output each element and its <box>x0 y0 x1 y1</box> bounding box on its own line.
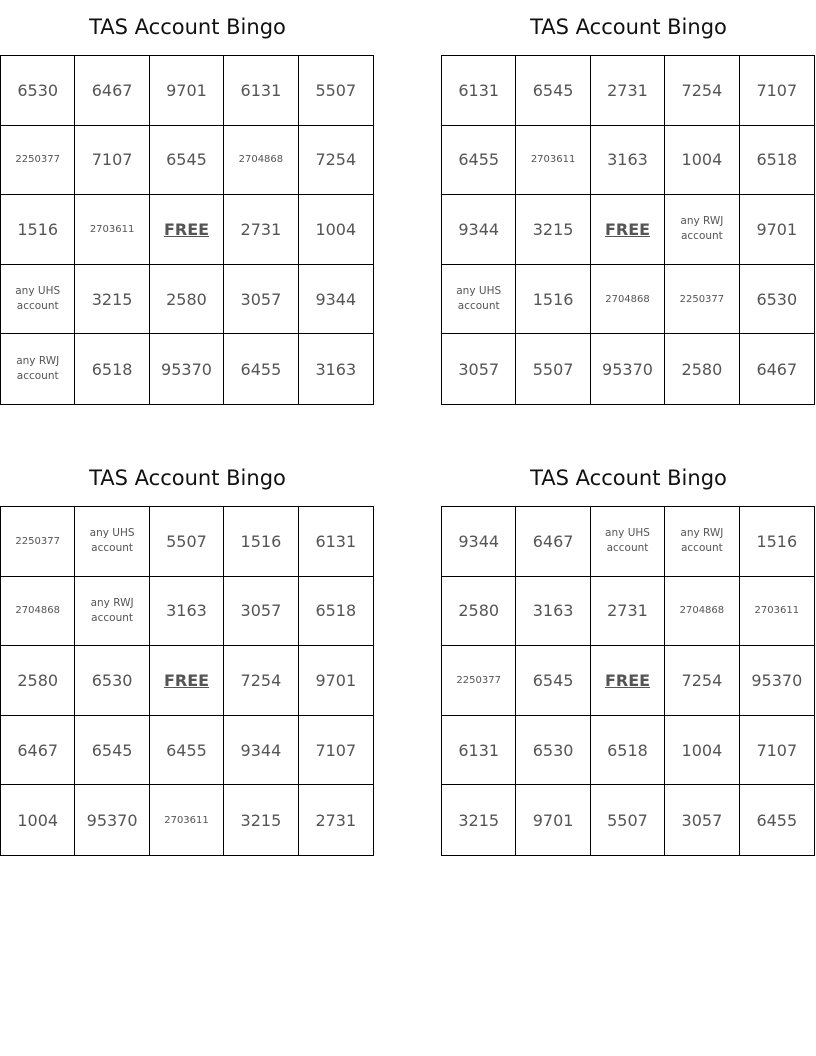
bingo-cell: 7254 <box>665 646 739 716</box>
bingo-cell: 2250377 <box>1 126 75 196</box>
bingo-cell: 2704868 <box>224 126 298 196</box>
bingo-cell: any RWJ account <box>75 577 149 647</box>
bingo-cell: 6518 <box>75 334 149 404</box>
bingo-cell: 1004 <box>665 716 739 786</box>
bingo-cell: 9344 <box>299 265 373 335</box>
bingo-cell: 6545 <box>150 126 224 196</box>
bingo-cell: 1004 <box>1 785 75 855</box>
bingo-cell: any RWJ account <box>665 195 739 265</box>
bingo-cell: 3163 <box>315 359 357 379</box>
free-space-cell: FREE <box>150 195 224 265</box>
bingo-cell: 5507 <box>299 56 373 126</box>
bingo-cell: 2731 <box>591 56 665 126</box>
bingo-cell: 7254 <box>665 56 739 126</box>
bingo-cell: 2250377 <box>1 507 75 577</box>
bingo-cell: 6455 <box>756 810 798 830</box>
bingo-cell: 6455 <box>442 126 516 196</box>
bingo-cell: 2731 <box>315 810 357 830</box>
bingo-cell: 7107 <box>740 56 814 126</box>
bingo-cell: 2580 <box>150 265 224 335</box>
bingo-cell: 6131 <box>299 507 373 577</box>
bingo-cell: 2704868 <box>665 577 739 647</box>
bingo-cell: 6545 <box>516 56 590 126</box>
bingo-cell: 2250377 <box>665 265 739 335</box>
bingo-cell: 9701 <box>299 646 373 716</box>
card-title: TAS Account Bingo <box>89 466 286 490</box>
bingo-cell: 6467 <box>516 507 590 577</box>
bingo-cell: 3057 <box>442 334 516 404</box>
bingo-cell: 2704868 <box>591 265 665 335</box>
bingo-cell: any UHS account <box>75 507 149 577</box>
bingo-cell: 2731 <box>591 577 665 647</box>
bingo-cell: 9344 <box>224 716 298 786</box>
bingo-cell: 2703611 <box>516 126 590 196</box>
bingo-cell: 2580 <box>442 577 516 647</box>
bingo-cell: 2704868 <box>1 577 75 647</box>
bingo-cell: 1004 <box>665 126 739 196</box>
bingo-cell: 1516 <box>224 507 298 577</box>
bingo-cell: 3163 <box>591 126 665 196</box>
bingo-cell: 9701 <box>740 195 814 265</box>
bingo-cell: 6530 <box>1 56 75 126</box>
bingo-cell: 9344 <box>442 195 516 265</box>
card-title: TAS Account Bingo <box>530 466 727 490</box>
bingo-cell: 7254 <box>224 646 298 716</box>
free-space-cell: FREE <box>150 646 224 716</box>
bingo-cell: 3057 <box>224 265 298 335</box>
bingo-cell: 6131 <box>442 56 516 126</box>
bingo-cell: 1004 <box>299 195 373 265</box>
bingo-cell: 2703611 <box>75 195 149 265</box>
bingo-cell: 6530 <box>75 646 149 716</box>
bingo-cell: 6530 <box>740 265 814 335</box>
bingo-cell: 3215 <box>75 265 149 335</box>
bingo-cell: 6131 <box>442 716 516 786</box>
free-space-cell: FREE <box>591 646 665 716</box>
bingo-cell: 7254 <box>299 126 373 196</box>
bingo-cell: 6131 <box>224 56 298 126</box>
bingo-grid <box>0 55 374 405</box>
card-title: TAS Account Bingo <box>89 15 286 39</box>
bingo-grid <box>441 55 815 405</box>
bingo-cell: 6455 <box>224 334 298 404</box>
bingo-grid <box>441 506 815 856</box>
bingo-cell: 7107 <box>299 716 373 786</box>
bingo-cell: 9701 <box>150 56 224 126</box>
bingo-cell: 6545 <box>75 716 149 786</box>
bingo-cell: 6518 <box>299 577 373 647</box>
bingo-cell: 3215 <box>224 785 298 855</box>
bingo-cell: any RWJ account <box>665 507 739 577</box>
bingo-cell: 6467 <box>1 716 75 786</box>
bingo-cell: 95370 <box>591 334 665 404</box>
bingo-cell: 5507 <box>150 507 224 577</box>
bingo-cell: 95370 <box>740 646 814 716</box>
bingo-cell: 1516 <box>1 195 75 265</box>
bingo-cell: 2580 <box>1 646 75 716</box>
bingo-cell: 7107 <box>75 126 149 196</box>
free-space-cell: FREE <box>591 195 665 265</box>
bingo-cell: 5507 <box>591 785 665 855</box>
bingo-cell: any UHS account <box>591 507 665 577</box>
bingo-cell: 9344 <box>442 507 516 577</box>
bingo-cell: 1516 <box>740 507 814 577</box>
bingo-cell: 5507 <box>516 334 590 404</box>
bingo-cell: any RWJ account <box>1 334 75 404</box>
bingo-cell: 3215 <box>442 785 516 855</box>
bingo-cell: 95370 <box>75 785 149 855</box>
bingo-cell: any UHS account <box>1 265 75 335</box>
bingo-cell: 2703611 <box>150 785 224 855</box>
bingo-cell: any UHS account <box>442 265 516 335</box>
bingo-cell: 95370 <box>150 334 224 404</box>
bingo-cell: 6518 <box>740 126 814 196</box>
bingo-cell: 6545 <box>516 646 590 716</box>
bingo-cell: 7107 <box>740 716 814 786</box>
bingo-cell: 9701 <box>516 785 590 855</box>
bingo-grid <box>0 506 374 856</box>
bingo-cell: 3057 <box>224 577 298 647</box>
bingo-cell: 2731 <box>224 195 298 265</box>
bingo-cell: 2703611 <box>740 577 814 647</box>
bingo-cell: 6467 <box>75 56 149 126</box>
bingo-cell: 1516 <box>516 265 590 335</box>
bingo-cell: 6518 <box>591 716 665 786</box>
bingo-cell: 6530 <box>516 716 590 786</box>
bingo-cell: 6467 <box>756 359 798 379</box>
bingo-cell: 3215 <box>516 195 590 265</box>
bingo-cell: 3163 <box>150 577 224 647</box>
bingo-cell: 2250377 <box>442 646 516 716</box>
bingo-cell: 3057 <box>665 785 739 855</box>
bingo-cell: 6455 <box>150 716 224 786</box>
bingo-cell: 2580 <box>665 334 739 404</box>
bingo-cell: 3163 <box>516 577 590 647</box>
card-title: TAS Account Bingo <box>530 15 727 39</box>
